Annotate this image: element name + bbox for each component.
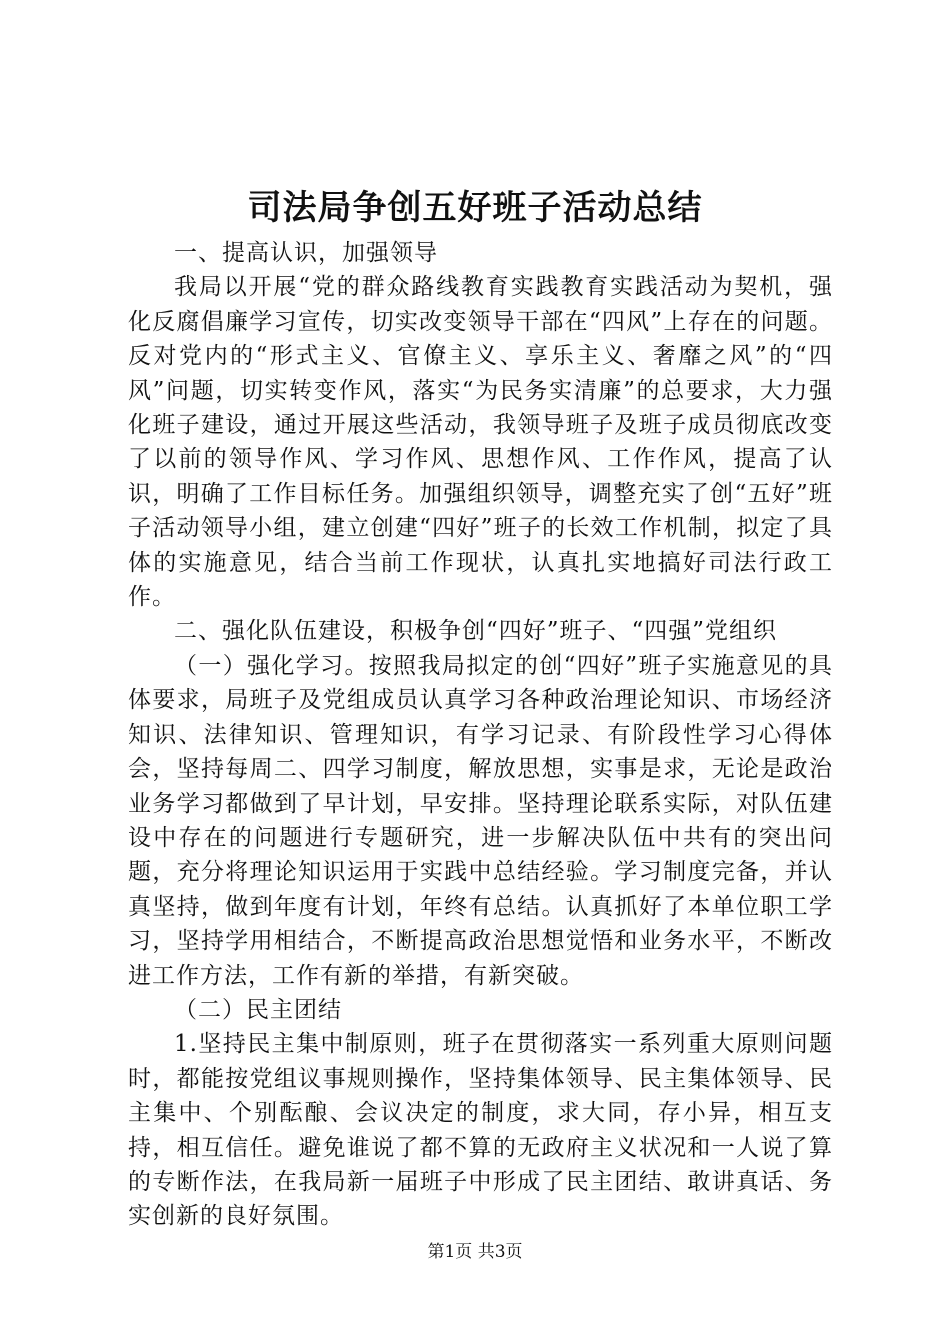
section-heading-2: 二、强化队伍建设，积极争创“四好”班子、“四强”党组织: [174, 618, 778, 645]
paragraph-3: 1.坚持民主集中制原则，班子在贯彻落实一系列重大原则问题时，都能按党组议事规则操作，坚持集体领导、民主集体领导、民主集中、个别酝酿、会议决定的制度，求大同，存小异，相互支持，相互信任。避免谁说了都不算的无政府主义状况和一人说了算的专断作法，在我局新一届班子中形成了民主团结、敢讲真话、务实创新的良好氛围。: [128, 1031, 833, 1230]
page-footer: 第1页 共3页: [427, 1242, 523, 1262]
section-heading-1: 一、提高认识，加强领导: [174, 240, 438, 266]
subsection-heading: （二）民主团结: [174, 996, 342, 1023]
document-body: [128, 236, 833, 1234]
document-title: 司法局争创五好班子活动总结: [247, 188, 703, 228]
paragraph-2: （一）强化学习。按照我局拟定的创“四好”班子实施意见的具体要求，局班子及党组成员认真学习各种政治理论知识、市场经济知识、法律知识、管理知识，有学习记录、有阶段性学习心得体会，坚持每周二、四学习制度，解放思想，实事是求，无论是政治业务学习都做到了早计划，早安排。坚持理论联系实际，对队伍建设中存在的问题进行专题研究，进一步解决队伍中共有的突出问题，充分将理论知识运用于实践中总结经验。学习制度完备，并认真坚持，做到年度有计划，年终有总结。认真抓好了本单位职工学习，坚持学用相结合，不断提高政治思想觉悟和业务水平，不断改进工作方法，工作有新的举措，有新突破。: [128, 652, 833, 989]
paragraph-1: 我局以开展“党的群众路线教育实践教育实践活动为契机，强化反腐倡廉学习宣传，切实改变领导干部在“四风”上存在的问题。反对党内的“形式主义、官僚主义、享乐主义、奢靡之风”的“四风”问题，切实转变作风，落实“为民务实清廉”的总要求，大力强化班子建设，通过开展这些活动，我领导班子及班子成员彻底改变了以前的领导作风、学习作风、思想作风、工作作风，提高了认识，明确了工作目标任务。加强组织领导，调整充实了创“五好”班子活动领导小组，建立创建“四好”班子的长效工作机制，拟定了具体的实施意见，结合当前工作现状，认真扎实地搞好司法行政工作。: [128, 274, 833, 611]
